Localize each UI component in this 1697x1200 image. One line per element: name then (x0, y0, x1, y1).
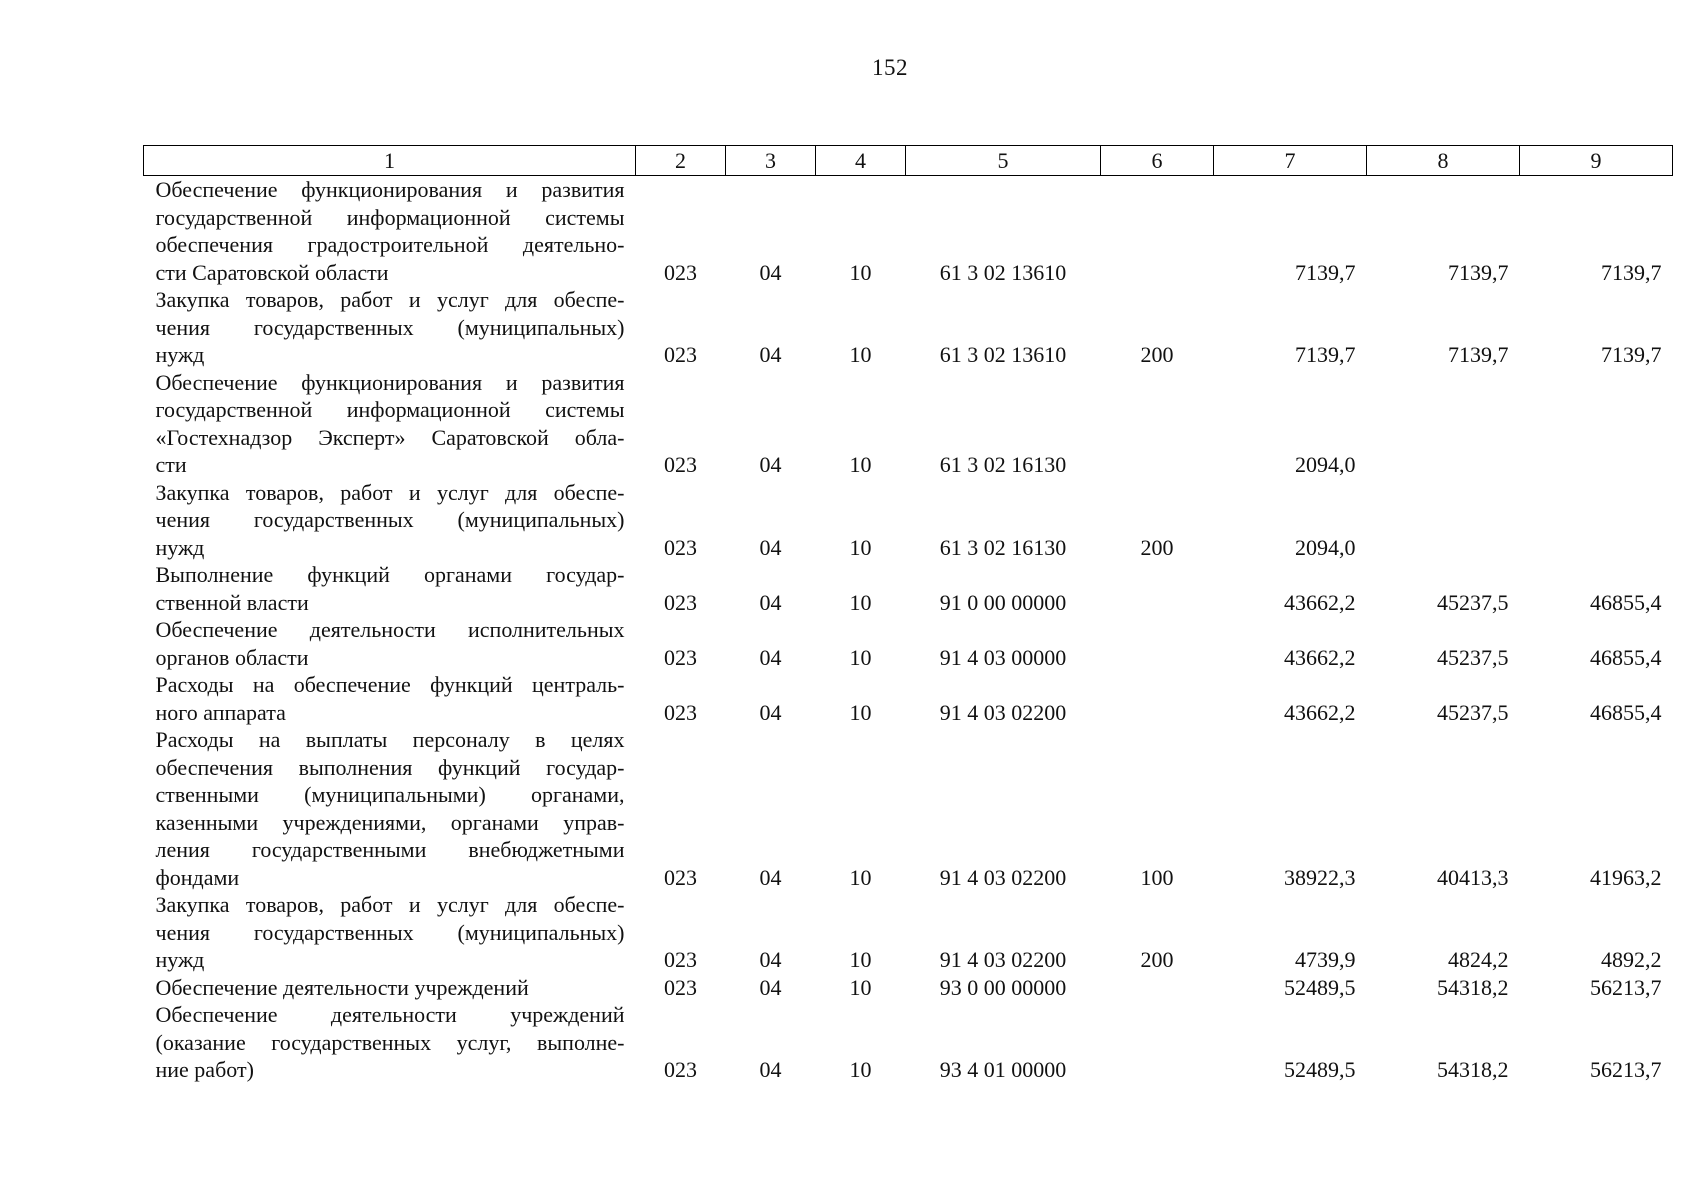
amount-col-7: 2094,0 (1295, 534, 1356, 560)
expense-type-code: 200 (1140, 947, 1174, 972)
ministry-code: 023 (664, 1057, 697, 1082)
description-line: сти (155, 452, 187, 477)
page-number: 152 (872, 55, 908, 80)
amount-col-7: 43662,2 (1284, 589, 1356, 615)
amount-col-7: 38922,3 (1284, 864, 1356, 890)
description-line: нужд (155, 534, 205, 560)
amount-col-8: 7139,7 (1448, 342, 1509, 367)
description-line: Расходы на выплаты персоналу в целях (155, 727, 625, 752)
section-code: 04 (759, 699, 782, 725)
amount-col-7: 7139,7 (1295, 342, 1356, 367)
expense-type-code (1101, 974, 1214, 1002)
ministry-code: 023 (664, 947, 697, 972)
budget-table (143, 145, 1673, 1084)
header-cell-9: 9 (1520, 146, 1673, 176)
header-cell-8: 8 (1367, 146, 1520, 176)
amount-col-9: 7139,7 (1601, 259, 1662, 285)
header-cell-2: 2 (636, 146, 726, 176)
amount-col-7: 52489,5 (1284, 974, 1356, 1000)
amount-col-9: 4892,2 (1601, 947, 1662, 972)
section-code: 04 (759, 259, 782, 285)
description-line: сти Саратовской области (155, 259, 389, 285)
target-article-code: 61 3 02 13610 (939, 259, 1067, 285)
expense-type-code (1101, 616, 1214, 671)
ministry-code: 023 (664, 589, 697, 615)
amount-col-7: 52489,5 (1284, 1057, 1356, 1082)
expense-type-code (1101, 369, 1214, 479)
expense-type-code: 200 (1140, 342, 1174, 367)
description-line: (оказание государственных услуг, выполне- (155, 1029, 625, 1055)
description-line: Закупка товаров, работ и услуг для обеспе- (155, 479, 625, 505)
ministry-code: 023 (664, 864, 697, 890)
expense-type-code (1101, 671, 1214, 726)
description-line: Закупка товаров, работ и услуг для обеспе- (155, 892, 625, 917)
amount-col-8: 4824,2 (1448, 947, 1509, 972)
subsection-code: 10 (849, 644, 872, 670)
description-line: государственной информационной системы (155, 204, 625, 230)
amount-col-9: 46855,4 (1590, 699, 1662, 725)
description-line: ние работ) (155, 1057, 254, 1082)
section-code: 04 (759, 974, 782, 1000)
section-code: 04 (759, 947, 782, 972)
section-code: 04 (759, 452, 782, 477)
amount-col-9 (1520, 369, 1673, 479)
section-code: 04 (759, 589, 782, 615)
row-description (144, 479, 636, 562)
description-line: Обеспечение деятельности учреждений (155, 1002, 625, 1027)
header-row (144, 146, 1673, 176)
section-code: 04 (759, 1057, 782, 1082)
description-line: органов области (155, 644, 309, 670)
section-code: 04 (759, 342, 782, 367)
amount-col-7: 4739,9 (1295, 947, 1356, 972)
table-row (144, 369, 1673, 479)
amount-col-9: 56213,7 (1590, 1057, 1662, 1082)
target-article-code: 93 4 01 00000 (939, 1057, 1067, 1082)
target-article-code: 91 4 03 02200 (939, 699, 1067, 725)
description-line: Обеспечение функционирования и развития (155, 369, 625, 395)
description-line: ного аппарата (155, 699, 286, 725)
row-description (144, 369, 636, 479)
section-code: 04 (759, 534, 782, 560)
amount-col-9 (1520, 479, 1673, 562)
amount-col-7: 43662,2 (1284, 699, 1356, 725)
expense-type-code: 200 (1140, 534, 1174, 560)
target-article-code: 91 0 00 00000 (939, 589, 1067, 615)
row-description (144, 561, 636, 616)
subsection-code: 10 (849, 947, 872, 972)
amount-col-7: 43662,2 (1284, 644, 1356, 670)
row-description (144, 974, 636, 1002)
description-line: чения государственных (муниципальных) (155, 507, 625, 532)
description-line: казенными учреждениями, органами управ- (155, 809, 625, 835)
subsection-code: 10 (849, 342, 872, 367)
description-line: нужд (155, 342, 205, 367)
amount-col-8: 45237,5 (1437, 699, 1509, 725)
description-line: фондами (155, 864, 240, 890)
target-article-code: 61 3 02 13610 (939, 342, 1067, 367)
amount-col-8: 7139,7 (1448, 259, 1509, 285)
target-article-code: 91 4 03 00000 (939, 644, 1067, 670)
subsection-code: 10 (849, 974, 872, 1000)
subsection-code: 10 (849, 259, 872, 285)
target-article-code: 91 4 03 02200 (939, 947, 1067, 972)
target-article-code: 61 3 02 16130 (939, 534, 1067, 560)
amount-col-8: 45237,5 (1437, 644, 1509, 670)
ministry-code: 023 (664, 534, 697, 560)
expense-type-code: 100 (1140, 864, 1174, 890)
row-description (144, 616, 636, 671)
amount-col-8: 40413,3 (1437, 864, 1509, 890)
description-line: ственными (муниципальными) органами, (155, 782, 625, 807)
amount-col-9: 7139,7 (1601, 342, 1662, 367)
ministry-code: 023 (664, 974, 697, 1000)
table-row (144, 616, 1673, 671)
description-line: ления государственными внебюджетными (155, 837, 625, 862)
amount-col-8: 45237,5 (1437, 589, 1509, 615)
row-description (144, 1001, 636, 1084)
table-row (144, 726, 1673, 891)
header-cell-3: 3 (726, 146, 816, 176)
expense-type-code (1101, 561, 1214, 616)
amount-col-9: 46855,4 (1590, 644, 1662, 670)
description-line: чения государственных (муниципальных) (155, 919, 625, 945)
table-row (144, 286, 1673, 369)
target-article-code: 61 3 02 16130 (939, 452, 1067, 477)
amount-col-9: 46855,4 (1590, 589, 1662, 615)
section-code: 04 (759, 864, 782, 890)
amount-col-9: 56213,7 (1590, 974, 1662, 1000)
description-line: Обеспечение функционирования и развития (155, 177, 625, 202)
description-line: «Гостехнадзор Эксперт» Саратовской обла- (155, 424, 625, 450)
table-row (144, 974, 1673, 1002)
table-row (144, 891, 1673, 974)
table-row (144, 671, 1673, 726)
table-body (144, 176, 1673, 1084)
table-header (144, 146, 1673, 176)
section-code: 04 (759, 644, 782, 670)
table-row (144, 176, 1673, 287)
subsection-code: 10 (849, 864, 872, 890)
row-description (144, 671, 636, 726)
ministry-code: 023 (664, 452, 697, 477)
subsection-code: 10 (849, 589, 872, 615)
description-line: Выполнение функций органами государ- (155, 562, 625, 587)
table-row (144, 561, 1673, 616)
header-cell-1: 1 (144, 146, 636, 176)
table-row (144, 479, 1673, 562)
amount-col-8: 54318,2 (1437, 1057, 1509, 1082)
description-line: государственной информационной системы (155, 397, 625, 422)
ministry-code: 023 (664, 342, 697, 367)
description-line: Обеспечение деятельности исполнительных (155, 617, 625, 642)
description-line: нужд (155, 947, 205, 972)
amount-col-8 (1367, 479, 1520, 562)
row-description (144, 176, 636, 287)
target-article-code: 91 4 03 02200 (939, 864, 1067, 890)
header-cell-6: 6 (1101, 146, 1214, 176)
amount-col-9: 41963,2 (1590, 864, 1662, 890)
description-line: ственной власти (155, 589, 309, 615)
row-description (144, 891, 636, 974)
description-line: Закупка товаров, работ и услуг для обеспе- (155, 287, 625, 312)
subsection-code: 10 (849, 699, 872, 725)
subsection-code: 10 (849, 1057, 872, 1082)
ministry-code: 023 (664, 259, 697, 285)
header-cell-7: 7 (1214, 146, 1367, 176)
ministry-code: 023 (664, 699, 697, 725)
target-article-code: 93 0 00 00000 (939, 974, 1067, 1000)
amount-col-7: 2094,0 (1295, 452, 1356, 477)
header-cell-5: 5 (906, 146, 1101, 176)
description-line: обеспечения выполнения функций государ- (155, 754, 625, 780)
expense-type-code (1101, 1001, 1214, 1084)
row-description (144, 286, 636, 369)
row-description (144, 726, 636, 891)
description-line: чения государственных (муниципальных) (155, 314, 625, 340)
amount-col-7: 7139,7 (1295, 259, 1356, 285)
table-row (144, 1001, 1673, 1084)
description-line: обеспечения градостроительной деятельно- (155, 232, 625, 257)
description-line: Обеспечение деятельности учреждений (155, 974, 529, 1000)
subsection-code: 10 (849, 452, 872, 477)
ministry-code: 023 (664, 644, 697, 670)
expense-type-code (1101, 176, 1214, 287)
subsection-code: 10 (849, 534, 872, 560)
amount-col-8 (1367, 369, 1520, 479)
amount-col-8: 54318,2 (1437, 974, 1509, 1000)
description-line: Расходы на обеспечение функций централь- (155, 672, 625, 697)
header-cell-4: 4 (816, 146, 906, 176)
